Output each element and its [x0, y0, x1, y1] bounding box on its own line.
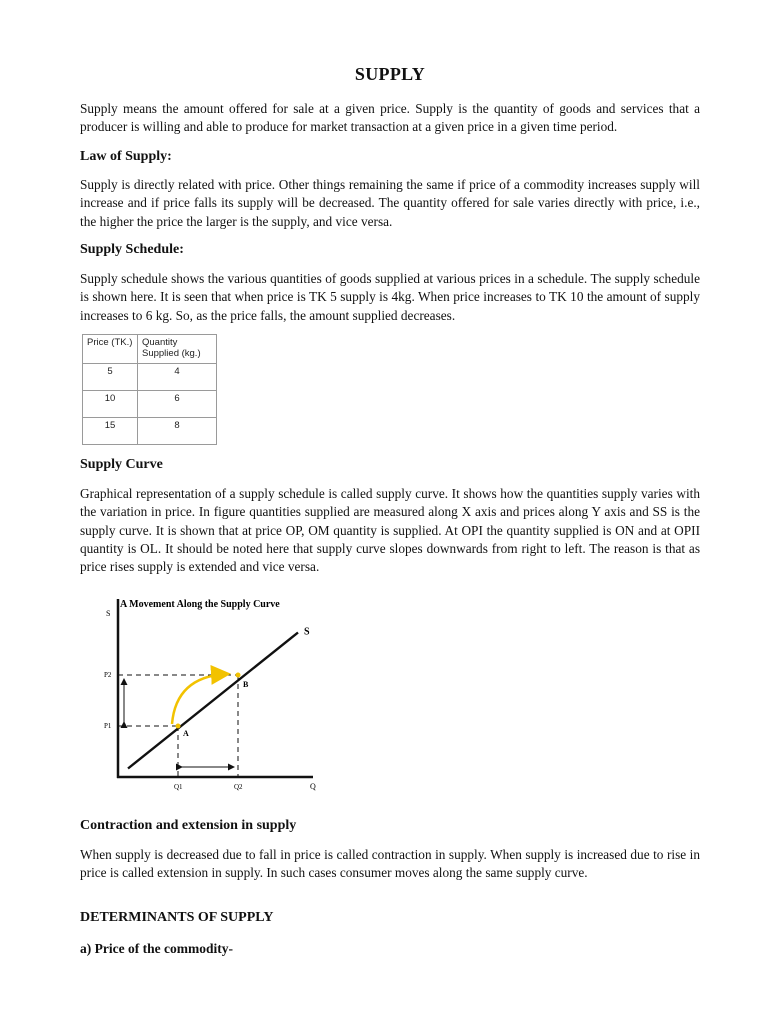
table-row	[83, 364, 217, 391]
supply-schedule-paragraph: Supply schedule shows the various quantities of goods supplied at various prices in a schedule. The supply schedule is shown here. It is seen that when price is TK 5 supply is 4kg. When price increases to TK 10 the amount of supply increases to 6 kg. So, as the price falls, the amount supplied decreases.	[80, 271, 700, 323]
price-column-header: Price (TK.)	[83, 335, 138, 364]
contraction-paragraph: When supply is decreased due to fall in price is called contraction in supply. When supply is increased due to rise in price is called extension in supply. In such cases consumer moves along the same supply curve.	[80, 847, 700, 881]
supply-schedule-table	[82, 334, 217, 445]
contraction-heading: Contraction and extension in supply	[80, 818, 297, 833]
x-tick-q1: Q1	[174, 783, 183, 791]
page-title: SUPPLY	[354, 64, 426, 84]
supply-curve-chart	[98, 592, 338, 797]
supply-curve-line	[128, 633, 298, 769]
table-cell: 5	[83, 364, 138, 391]
quantity-column-header: Quantity Supplied (kg.)	[138, 335, 217, 364]
x-tick-q2: Q2	[234, 783, 243, 791]
table-row	[83, 418, 217, 445]
determinants-heading: DETERMINANTS OF SUPPLY	[80, 910, 274, 925]
supply-curve-heading: Supply Curve	[80, 457, 163, 472]
point-a	[176, 724, 181, 729]
table-cell: 6	[138, 391, 217, 418]
law-of-supply-heading: Law of Supply:	[80, 149, 172, 164]
supply-curve-paragraph: Graphical representation of a supply schedule is called supply curve. It shows how the quantities supply varies with the variation in price. In figure quantities supplied are measured along X axis and prices along Y axis and SS is the supply curve. It is shown that at price OP, OM quantity is supplied. At OPI the quantity supplied is ON and at OPII quantity is OL. It should be noted here that supply curve slopes downwards from right to left. The reason is that as price rises supply is extended and vice versa.	[80, 486, 700, 575]
y-tick-p1: P1	[104, 722, 112, 730]
table-row	[83, 391, 217, 418]
movement-arrow	[172, 674, 226, 724]
law-of-supply-paragraph: Supply is directly related with price. Other things remaining the same if price of a commodity increases supply will increase and if price falls its supply will be decreased. The quantity offered for sale varies directly with price, i.e., the higher the price the larger is the supply, and vice versa.	[80, 177, 700, 229]
determinant-item-a: a) Price of the commodity-	[80, 941, 233, 956]
point-a-label: A	[183, 729, 189, 738]
table-cell: 10	[83, 391, 138, 418]
chart-title: A Movement Along the Supply Curve	[120, 599, 280, 610]
table-header-row	[83, 335, 217, 364]
intro-paragraph: Supply means the amount offered for sale at a given price. Supply is the quantity of goods and services that a producer is willing and able to produce for market transaction at a given price in a given time period.	[80, 101, 700, 135]
supply-schedule-heading: Supply Schedule:	[80, 242, 184, 257]
table-cell: 8	[138, 418, 217, 445]
x-axis-label: Q	[310, 782, 316, 791]
point-b-label: B	[243, 680, 249, 689]
point-b	[236, 673, 241, 678]
y-tick-p2: P2	[104, 671, 112, 679]
y-axis-label: S	[106, 609, 111, 618]
supply-curve-label: S	[304, 626, 310, 638]
table-cell: 15	[83, 418, 138, 445]
table-cell: 4	[138, 364, 217, 391]
